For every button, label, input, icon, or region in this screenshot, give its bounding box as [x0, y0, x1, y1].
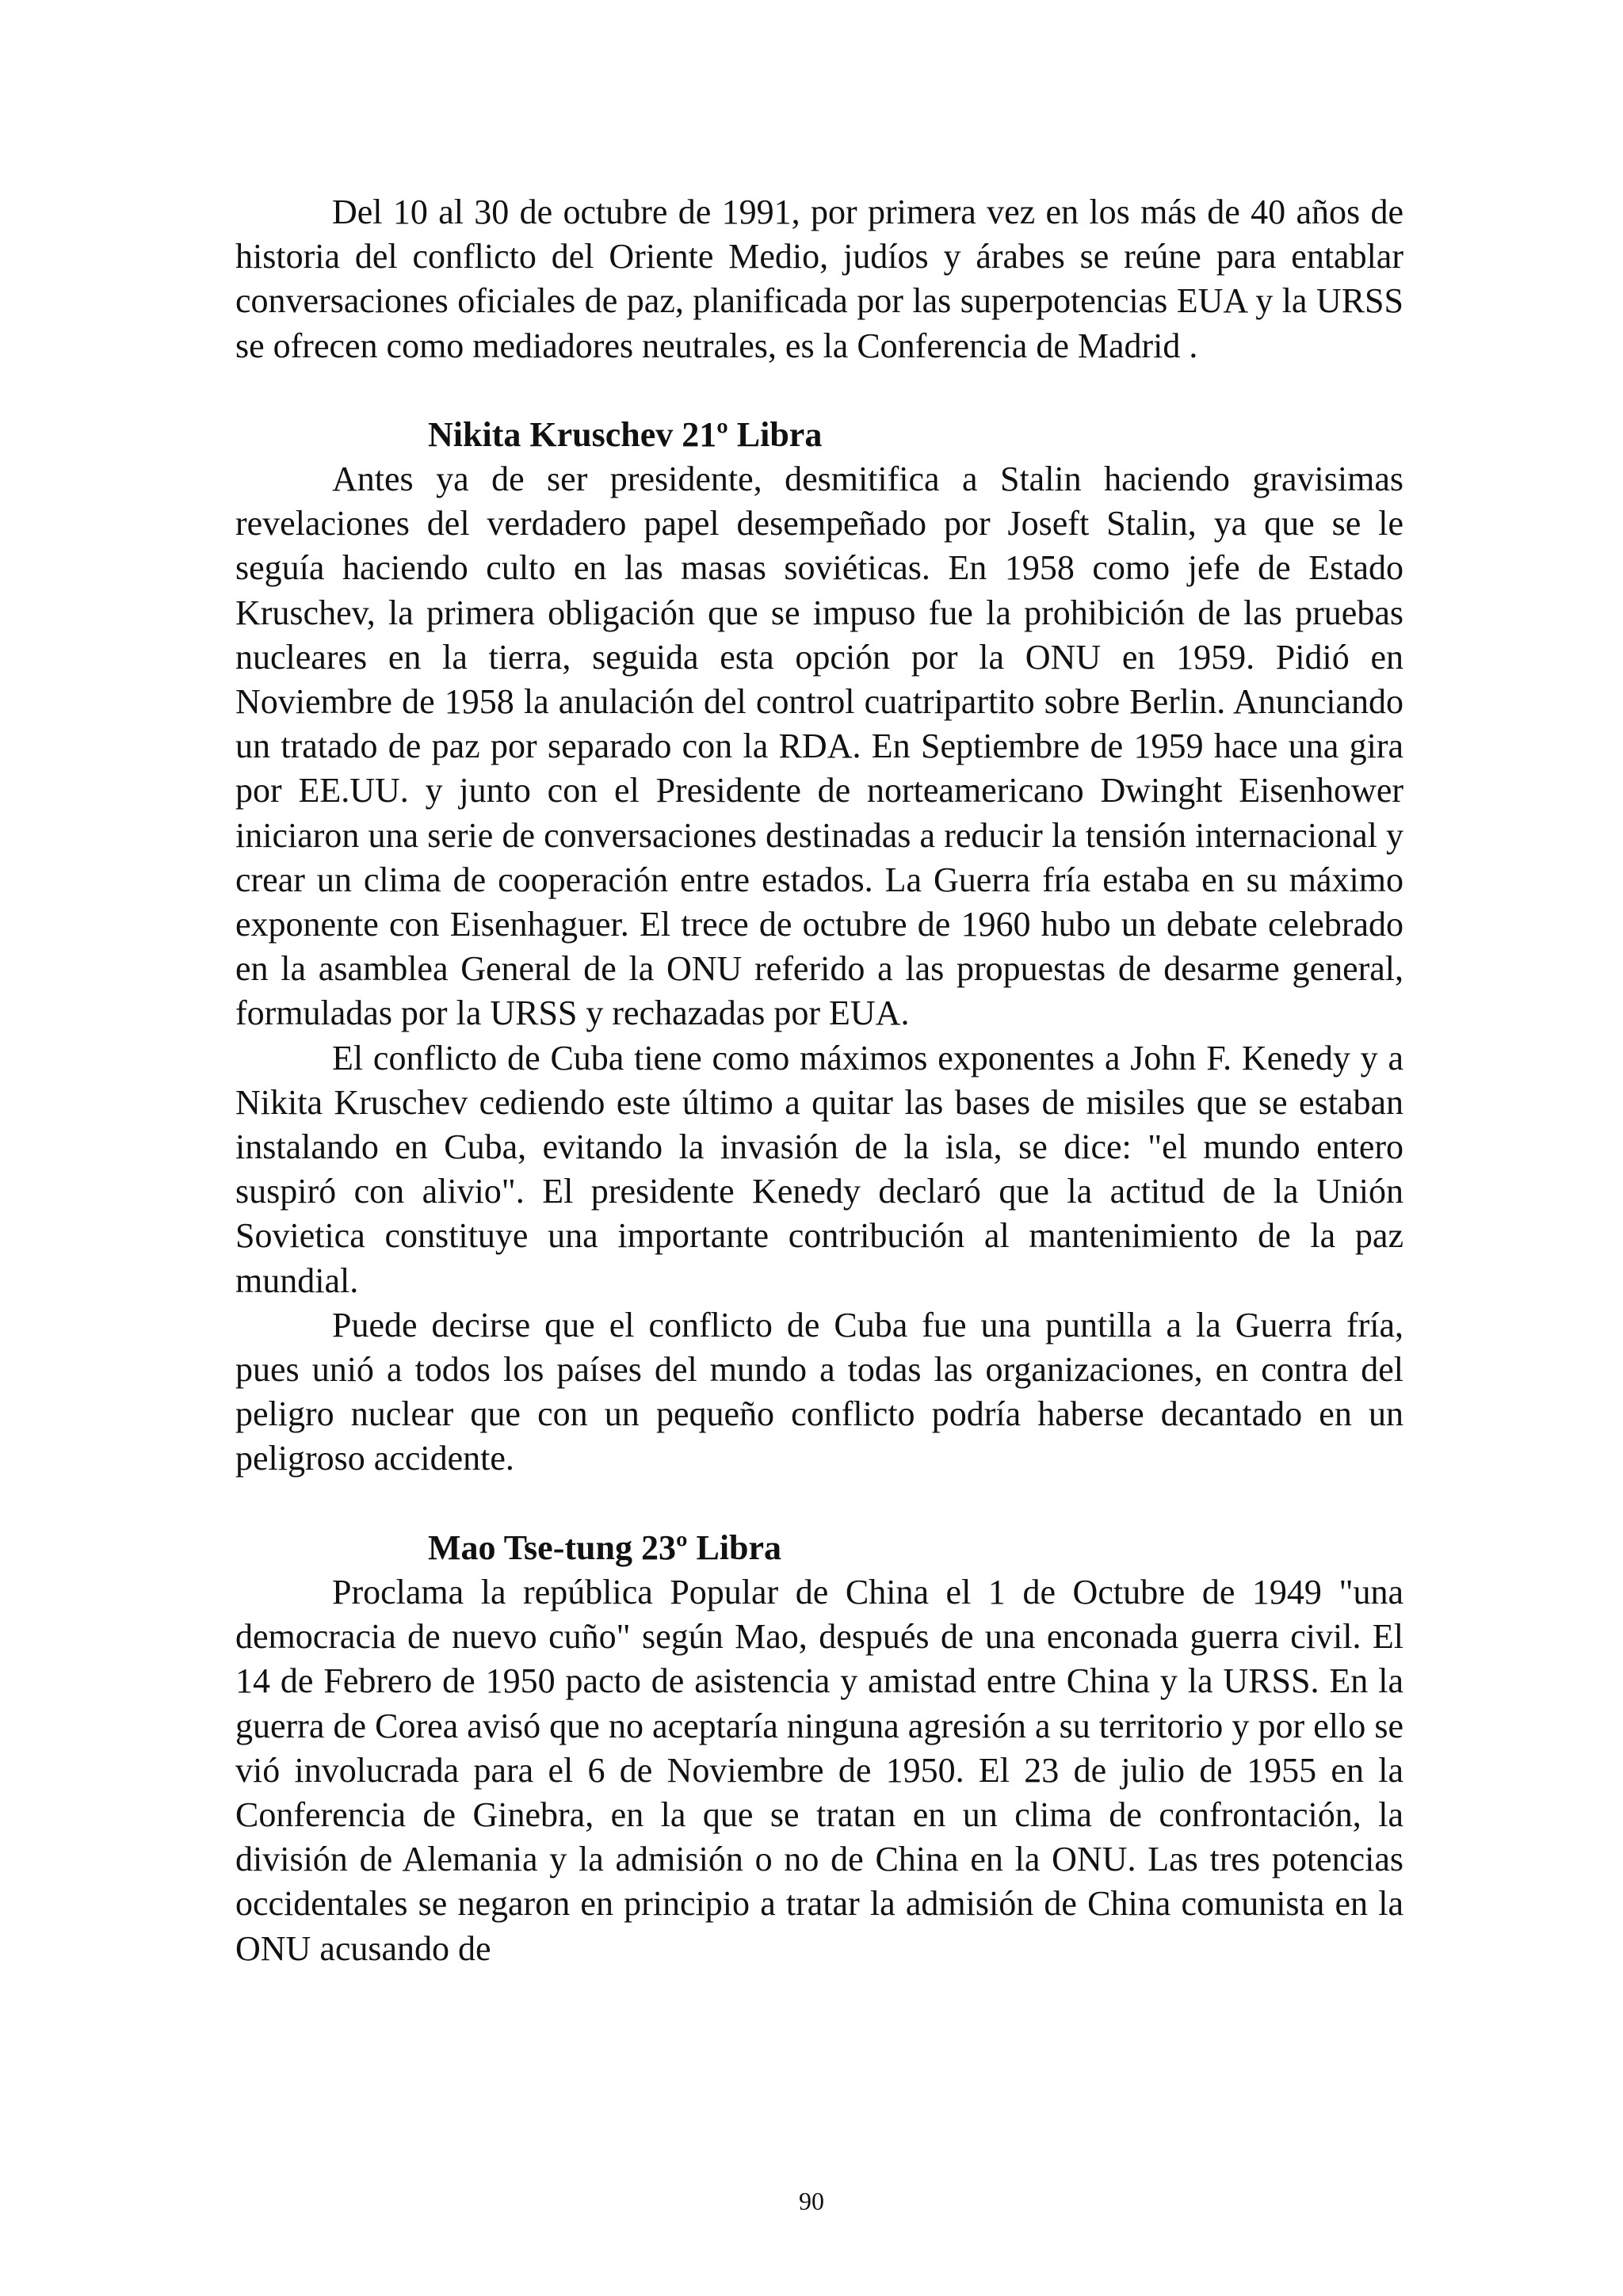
section-spacer — [235, 1482, 1403, 1526]
paragraph-kruschev-3: Puede decirse que el conflicto de Cuba fue una puntilla a la Guerra fría, pues unió a todos los países del mundo a todas las organizaciones, en contra del peligro nuclear que con un pequeño conflicto podría haberse decantado en un peligroso accidente. — [235, 1305, 1403, 1478]
section-heading-mao: Mao Tse-tung 23º Libra — [428, 1527, 782, 1567]
paragraph-madrid-conference: Del 10 al 30 de octubre de 1991, por primera vez en los más de 40 años de historia del conflicto del Oriente Medio, judíos y árabes se reúne para entablar conversaciones oficiales de paz, planificada por las superpotencias EUA y la URSS se ofrecen como mediadores neutrales, es la Conferencia de Madrid . — [235, 193, 1403, 365]
paragraph-mao-1: Proclama la república Popular de China el 1 de Octubre de 1949 "una democracia de nuevo cuño" según Mao, después de una enconada guerra civil. El 14 de Febrero de 1950 pacto de asistencia y amistad entre China y la URSS. En la guerra de Corea avisó que no aceptaría ninguna agresión a su territorio y por ello se vió involucrada para el 6 de Noviembre de 1950. El 23 de julio de 1955 en la Conferencia de Ginebra, en la que se tratan en un clima de confrontación, la división de Alemania y la admisión o no de China en la ONU. Las tres potencias occidentales se negaron en principio a tratar la admisión de China comunista en la ONU acusando de — [235, 1572, 1403, 1968]
paragraph-kruschev-1: Antes ya de ser presidente, desmitifica a Stalin haciendo gravisimas revelaciones del verdadero papel desempeñado por Joseft Stalin, ya que se le seguía haciendo culto en las masas soviéticas. En 1958 como jefe de Estado Kruschev, la primera obligación que se impuso fue la prohibición de las pruebas nucleares en la tierra, seguida esta opción por la ONU en 1959. Pidió en Noviembre de 1958 la anulación del control cuatripartito sobre Berlin. Anunciando un tratado de paz por separado con la RDA. En Septiembre de 1959 hace una gira por EE.UU. y junto con el Presidente de norteamericano Dwinght Eisenhower iniciaron una serie de conversaciones destinadas a reducir la tensión internacional y crear un clima de cooperación entre estados. La Guerra fría estaba en su máximo exponente con Eisenhaguer. El trece de octubre de 1960 hubo un debate celebrado en la asamblea General de la ONU referido a las propuestas de desarme general, formuladas por la URSS y rechazadas por EUA. — [235, 460, 1403, 1033]
page-number: 90 — [799, 2187, 824, 2215]
section-spacer — [235, 368, 1403, 413]
section-heading-kruschev: Nikita Kruschev 21º Libra — [428, 414, 823, 454]
page-body — [235, 190, 1403, 1971]
paragraph-kruschev-2: El conflicto de Cuba tiene como máximos exponentes a John F. Kenedy y a Nikita Kruschev cediendo este último a quitar las bases de misiles que se estaban instalando en Cuba, evitando la invasión de la isla, se dice: "el mundo entero suspiró con alivio". El presidente Kenedy declaró que la actitud de la Unión Sovietica constituye una importante contribución al mantenimiento de la paz mundial. — [235, 1038, 1403, 1300]
